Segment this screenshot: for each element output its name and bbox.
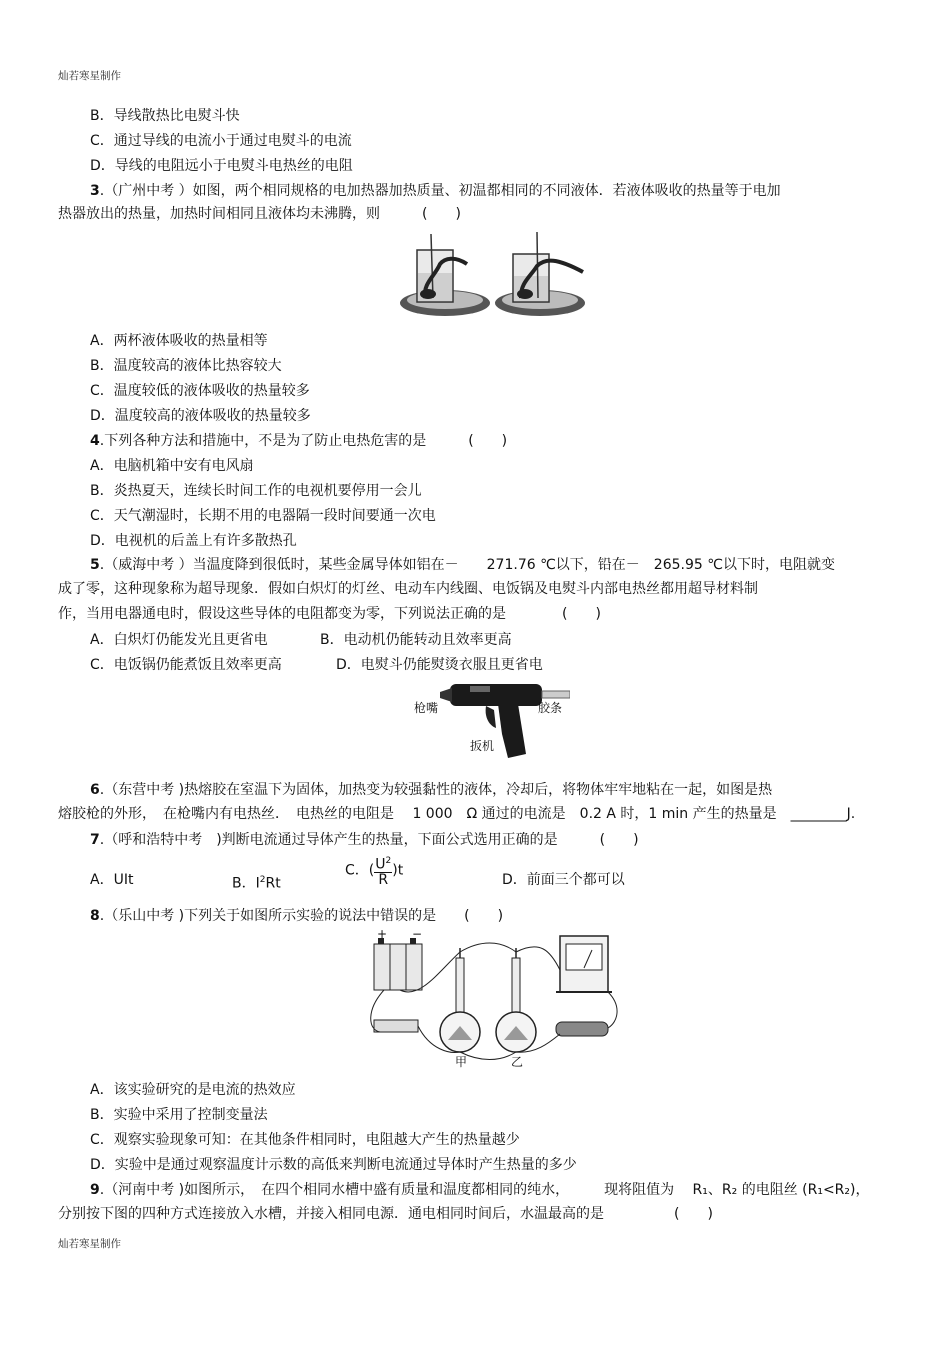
q9-number: 9: [90, 1182, 100, 1198]
q7-c-exponent: 2: [385, 856, 392, 866]
q3-option-c: C．温度较低的液体吸收的热量较多: [90, 383, 310, 399]
q5-option-c: C．电饭锅仍能煮饭且效率更高: [90, 657, 282, 673]
label-glue-stick: 胶条: [538, 701, 563, 715]
q3-option-b: B．温度较高的液体比热容较大: [90, 358, 282, 374]
q7-option-d: D．前面三个都可以: [502, 872, 625, 888]
q4-text: .下列各种方法和措施中，不是为了防止电热危害的是 ( ): [99, 433, 508, 449]
q3-stem-line2: 热器放出的热量，加热时间相同且液体均未沸腾，则 ( ): [58, 206, 461, 222]
q8-number: 8: [90, 908, 100, 924]
label-nozzle: 枪嘴: [414, 701, 439, 715]
q7-c-suffix: )t: [392, 862, 404, 879]
battery-plus-label: +: [377, 927, 388, 941]
q8-option-c: C．观察实验现象可知：在其他条件相同时，电阻越大产生的热量越少: [90, 1132, 520, 1148]
q9-stem-line1: [90, 1180, 869, 1200]
q5-stem-line1: [90, 555, 835, 575]
q7-b-suffix: Rt: [265, 875, 281, 892]
q6-stem-line1: [90, 780, 772, 800]
q8-option-b: B．实验中采用了控制变量法: [90, 1107, 268, 1123]
q7-text: .（呼和浩特中考 )判断电流通过导体产生的热量，下面公式选用正确的是 ( ): [99, 832, 639, 848]
battery-minus-label: −: [412, 927, 423, 941]
q5-option-a: A．白炽灯仍能发光且更省电: [90, 632, 268, 648]
q4-option-b: B．炎热夏天，连续长时间工作的电视机要停用一会儿: [90, 483, 422, 499]
q8-text: .（乐山中考 )下列关于如图所示实验的说法中错误的是 ( ): [99, 908, 504, 924]
q4-option-a: A．电脑机箱中安有电风扇: [90, 458, 254, 474]
q7-c-denominator: R: [378, 871, 389, 888]
circuit-figure: [360, 927, 625, 1070]
glue-gun-figure: [410, 680, 570, 770]
q7-c-fraction: [374, 854, 392, 887]
q8-stem: [90, 906, 503, 926]
q3-text: .（广州中考 ）如图，两个相同规格的电加热器加热质量、初温都相同的不同液体．若液体吸收的热量等于电加: [99, 183, 781, 199]
q7-b-prefix: B．I: [232, 875, 260, 892]
q3-stem-line1: [90, 181, 781, 201]
q7-c-prefix: C．(: [345, 862, 375, 879]
q5-text: .（威海中考 ）当温度降到很低时，某些金属导体如铝在－ 271.76 ℃以下，铅在－ 265.95 ℃以下时，电阻就变: [99, 557, 835, 573]
q9-text: .（河南中考 )如图所示， 在四个相同水槽中盛有质量和温度都相同的纯水， 现将阻值为 R₁、R₂ 的电阻丝 (R₁<R₂)，: [99, 1182, 870, 1198]
q7-option-c: [345, 854, 403, 887]
q7-option-a: A．UIt: [90, 872, 134, 888]
q5-stem-line3: 作，当用电器通电时，假设这些导体的电阻都变为零，下列说法正确的是 ( ): [58, 606, 601, 622]
q8-option-a: A．该实验研究的是电流的热效应: [90, 1082, 296, 1098]
q7-c-numerator: U: [375, 856, 386, 873]
beakers-figure: [395, 228, 595, 328]
beaker-left: [400, 234, 490, 316]
q7-b-exponent: 2: [259, 875, 266, 885]
q4-stem: [90, 431, 507, 451]
q9-stem-line2: 分别按下图的四种方式连接放入水槽，并接入相同电源．通电相同时间后，水温最高的是 ( ): [58, 1206, 713, 1222]
q8-option-d: D．实验中是通过观察温度计示数的高低来判断电流通过导体时产生热量的多少: [90, 1157, 577, 1173]
q3-option-a: A．两杯液体吸收的热量相等: [90, 333, 268, 349]
glue-gun-drawing: [410, 680, 570, 770]
page-footer: 灿若寒星制作: [58, 1238, 121, 1250]
beaker-right: [495, 232, 585, 316]
flask-yi-label: 乙: [511, 1055, 524, 1069]
q3-number: 3: [90, 183, 100, 199]
label-trigger: 扳机: [470, 739, 495, 753]
q4-option-d: D．电视机的后盖上有许多散热孔: [90, 533, 297, 549]
flask-jia-label: 甲: [455, 1055, 468, 1069]
q5-option-d: D．电熨斗仍能熨烫衣服且更省电: [336, 657, 543, 673]
circuit-drawing: [360, 930, 625, 1070]
q6-text: .（东营中考 )热熔胶在室温下为固体，加热变为较强黏性的液体，冷却后，将物体牢牢地粘在一起，如图是热: [99, 782, 773, 798]
q7-number: 7: [90, 832, 100, 848]
q5-number: 5: [90, 557, 100, 573]
page-header: 灿若寒星制作: [58, 70, 121, 82]
q6-stem-line2: 熔胶枪的外形， 在枪嘴内有电热丝． 电热丝的电阻是 1 000 Ω 通过的电流是 0.2 A 时，1 min 产生的热量是 ________J.: [58, 806, 856, 822]
q5-stem-line2: 成了零，这种现象称为超导现象．假如白炽灯的灯丝、电动车内线圈、电饭锅及电熨斗内部电热丝都用超导材料制: [58, 581, 758, 597]
q4-option-c: C．天气潮湿时，长期不用的电器隔一段时间要通一次电: [90, 508, 436, 524]
q5-option-b: B．电动机仍能转动且效率更高: [320, 632, 512, 648]
q2-option-d: D．导线的电阻远小于电熨斗电热丝的电阻: [90, 158, 353, 174]
q7-stem: [90, 830, 639, 850]
q6-number: 6: [90, 782, 100, 798]
q3-option-d: D．温度较高的液体吸收的热量较多: [90, 408, 311, 424]
q2-option-c: C．通过导线的电流小于通过电熨斗的电流: [90, 133, 352, 149]
q7-option-b: [232, 870, 281, 894]
q2-option-b: B．导线散热比电熨斗快: [90, 108, 240, 124]
q4-number: 4: [90, 433, 100, 449]
